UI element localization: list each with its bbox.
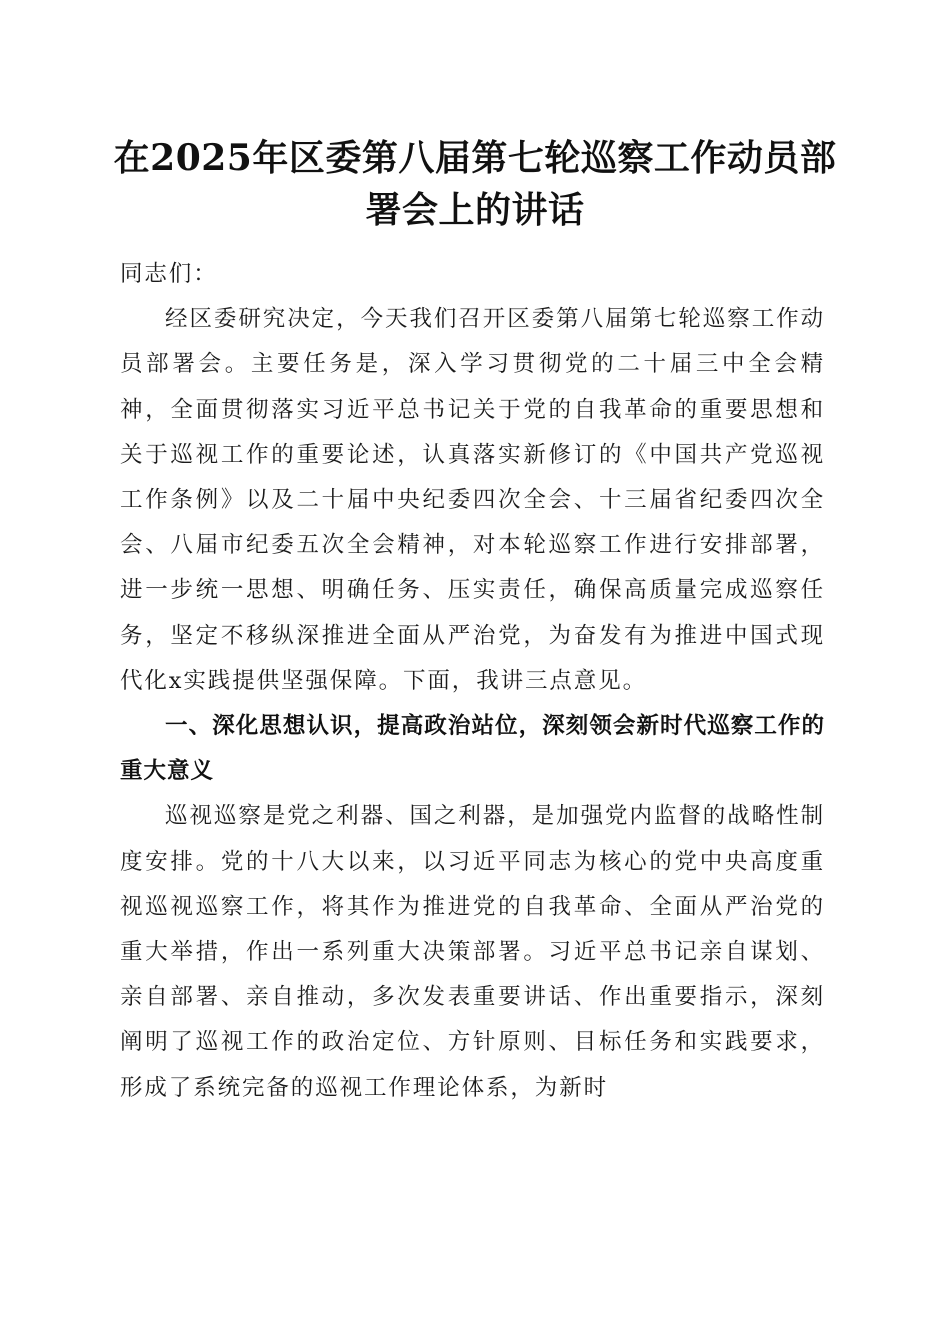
salutation: 同志们： xyxy=(120,261,218,287)
section-heading: 一、深化思想认识，提高政治站位，深刻领会新时代巡察工作的重大意义 xyxy=(120,713,825,785)
section-paragraph: 巡视巡察是党之利器、国之利器，是加强党内监督的战略性制度安排。党的十八大以来，以习近平同志为核心的党中央高度重视巡视巡察工作，将其作为推进党的自我革命、全面从严治党的重大举措，作出一系列重大决策部署。习近平总书记亲自谋划、亲自部署、亲自推动，多次发表重要讲话、作出重要指示，深刻阐明了巡视工作的政治定位、方针原则、目标任务和实践要求，形成了系统完备的巡视工作理论体系，为新时 xyxy=(120,803,825,1101)
document-title: 在2025年区委第八届第七轮巡察工作动员部署会上的讲话 xyxy=(113,137,837,231)
document-body xyxy=(120,252,825,1111)
opening-paragraph: 经区委研究决定，今天我们召开区委第八届第七轮巡察工作动员部署会。主要任务是，深入学习贯彻党的二十届三中全会精神，全面贯彻落实习近平总书记关于党的自我革命的重要思想和关于巡视工作的重要论述，认真落实新修订的《中国共产党巡视工作条例》以及二十届中央纪委四次全会、十三届省纪委四次全会、八届市纪委五次全会精神，对本轮巡察工作进行安排部署，进一步统一思想、明确任务、压实责任，确保高质量完成巡察任务，坚定不移纵深推进全面从严治党，为奋发有为推进中国式现代化x实践提供坚强保障。下面，我讲三点意见。 xyxy=(120,306,825,694)
